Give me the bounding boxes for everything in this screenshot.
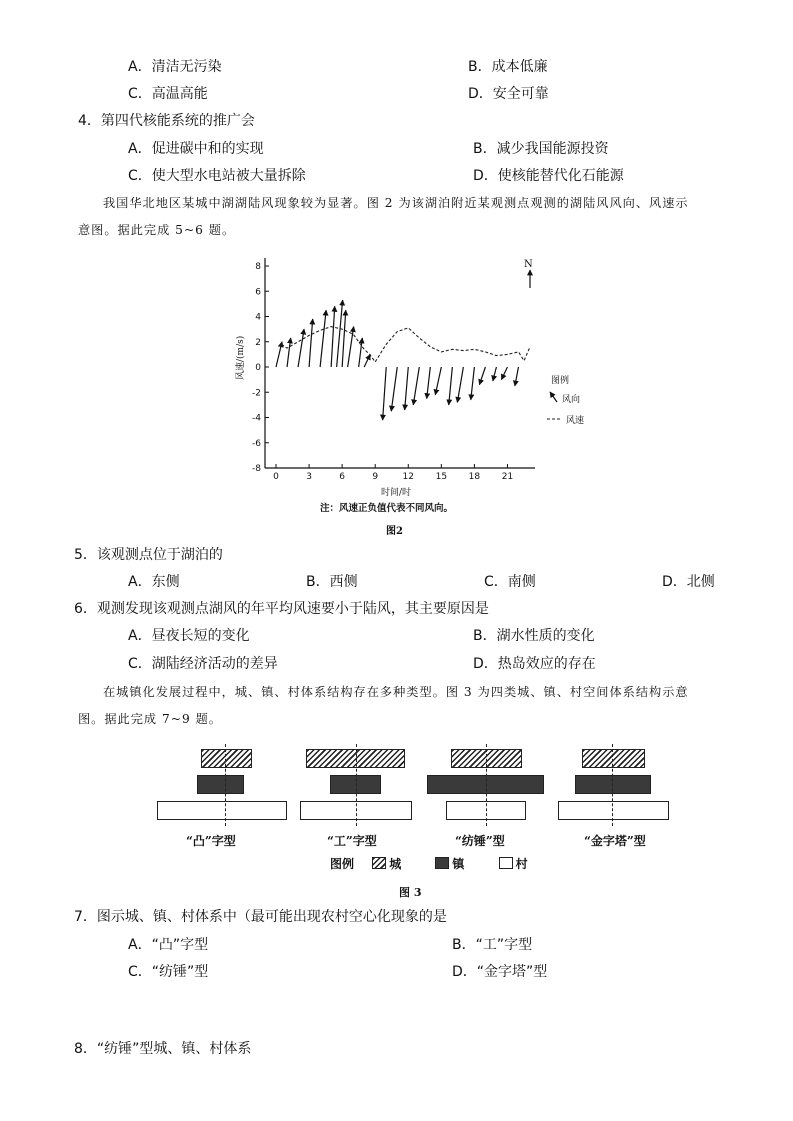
fig3-legend-title: 图例 (330, 857, 355, 871)
x-tick-label: 6 (339, 472, 346, 482)
chart-note: 注：风速正负值代表不同风向。 (320, 503, 454, 514)
legend-arrow-icon (550, 392, 557, 402)
wind-direction-arrow (501, 367, 507, 380)
type-label-gong: “工”字型 (327, 834, 377, 848)
wind-direction-arrow (364, 354, 370, 367)
pyramid-axis (612, 744, 613, 826)
q6-option-a: A．昼夜长短的变化 (128, 628, 250, 644)
legend-speed: 风速 (566, 416, 585, 426)
wind-direction-arrow (435, 367, 441, 395)
fig3-legend-village: 村 (515, 857, 528, 871)
q3-option-b: B．成本低廉 (468, 59, 548, 75)
q7-option-a: A．“凸”字型 (128, 937, 209, 953)
q7-option-d: D．“金字塔”型 (452, 964, 548, 980)
type-label-pyramid: “金字塔”型 (584, 834, 646, 848)
intro2-line1: 在城镇化发展过程中，城、镇、村体系结构存在多种类型。图 3 为四类城、镇、村空间体系结构示意 (103, 685, 689, 699)
y-tick-label: -2 (252, 388, 261, 399)
fig3-legend-city: 城 (389, 857, 402, 871)
y-axis-label: 风速/(m/s) (236, 335, 246, 380)
x-tick-label: 0 (273, 472, 279, 482)
x-tick-label: 21 (501, 472, 514, 482)
wind-direction-arrow (391, 367, 397, 411)
town-swatch-icon (435, 857, 449, 869)
y-tick-label: 6 (255, 287, 261, 298)
q6-option-b: B．湖水性质的变化 (473, 628, 595, 644)
q4-option-c: C．使大型水电站被大量拆除 (128, 168, 306, 184)
tu-axis (225, 744, 226, 826)
y-tick-label: 2 (255, 337, 261, 348)
q5-option-a: A．东侧 (128, 574, 180, 590)
wind-direction-arrow (320, 310, 326, 367)
legend-title: 图例 (551, 376, 570, 386)
y-tick-label: -4 (252, 413, 261, 424)
wind-direction-arrow (515, 367, 519, 386)
q5-option-c: C．南侧 (484, 574, 536, 590)
q7-stem: 7．图示城、镇、村体系中（最可能出现农村空心化现象的是 (74, 909, 447, 925)
q7-option-b: B．“工”字型 (452, 937, 533, 953)
x-axis-label: 时间/时 (381, 488, 412, 498)
q4-option-b: B．减少我国能源投资 (473, 141, 609, 157)
x-tick-label: 12 (402, 472, 414, 482)
wind-direction-arrow (471, 367, 475, 400)
tu-town-bar (197, 775, 244, 794)
wind-direction-arrow (287, 338, 291, 367)
x-tick-label: 15 (435, 472, 448, 482)
spindle-axis (486, 744, 487, 826)
type-label-spindle: “纺锤”型 (455, 834, 505, 848)
pyramid-town-bar (575, 775, 651, 794)
village-swatch-icon (499, 857, 513, 869)
x-tick-label: 9 (372, 472, 379, 482)
q8-stem: 8．“纺锤”型城、镇、村体系 (74, 1041, 252, 1057)
y-tick-label: -8 (252, 464, 261, 474)
north-label: N (524, 259, 533, 270)
x-tick-label: 18 (468, 472, 481, 482)
q6-option-d: D．热岛效应的存在 (473, 656, 596, 672)
q5-option-b: B．西侧 (306, 574, 358, 590)
q6-option-c: C．湖陆经济活动的差异 (128, 656, 278, 672)
q7-option-c: C．“纺锤”型 (128, 964, 209, 980)
wind-direction-arrow (413, 367, 419, 405)
q5-option-d: D．北侧 (662, 574, 715, 590)
q3-option-a: A．清洁无污染 (128, 59, 222, 75)
q6-stem: 6．观测发现该观测点湖风的年平均风速要小于陆风，其主要原因是 (74, 601, 489, 617)
q4-option-a: A．促进碳中和的实现 (128, 141, 264, 157)
wind-direction-arrow (276, 342, 282, 367)
intro1-line1: 我国华北地区某城中湖湖陆风现象较为显著。图 2 为该湖泊附近某观测点观测的湖陆风风向、风速示 (103, 196, 689, 210)
q3-option-c: C．高温高能 (128, 86, 208, 102)
wind-direction-arrow (479, 367, 485, 385)
wind-direction-arrow (405, 367, 409, 410)
wind-direction-arrow (298, 329, 304, 367)
gong-axis (356, 744, 357, 826)
wind-direction-arrow (337, 300, 343, 367)
q3-option-d: D．安全可靠 (468, 86, 549, 102)
wind-direction-arrow (331, 306, 335, 367)
intro1-line2: 意图。据此完成 5~6 题。 (78, 223, 236, 237)
figure3-caption: 图 3 (399, 886, 422, 899)
y-tick-label: -6 (252, 438, 261, 449)
wind-direction-arrow (449, 367, 453, 405)
wind-direction-arrow (427, 367, 431, 399)
legend-direction: 风向 (562, 395, 581, 405)
wind-direction-arrow (457, 367, 463, 402)
q5-stem: 5．该观测点位于湖泊的 (74, 547, 223, 563)
tu-city-bar (201, 749, 252, 768)
wind-speed-line (282, 327, 530, 362)
pyramid-city-bar (582, 749, 645, 768)
fig3-legend-town: 镇 (452, 857, 465, 871)
q4-option-d: D．使核能替代化石能源 (473, 168, 624, 184)
y-tick-label: 8 (255, 262, 261, 272)
tu-village-bar (157, 801, 287, 820)
wind-direction-arrow (493, 367, 497, 381)
wind-direction-arrow (309, 319, 313, 367)
wind-direction-arrow (342, 310, 346, 367)
figure2-caption: 图2 (386, 526, 403, 537)
wind-direction-arrow (359, 338, 363, 367)
q4-stem: 4．第四代核能系统的推广会 (78, 113, 255, 129)
y-tick-label: 4 (255, 312, 261, 323)
intro2-line2: 图。据此完成 7~9 题。 (78, 712, 222, 726)
fig3-legend (330, 855, 528, 872)
pyramid-village-bar (558, 801, 669, 820)
type-label-tu: “凸”字型 (186, 834, 236, 848)
wind-direction-arrow (383, 367, 387, 420)
x-tick-label: 3 (306, 472, 312, 482)
city-swatch-icon (372, 857, 386, 869)
y-tick-label: 0 (255, 363, 261, 373)
